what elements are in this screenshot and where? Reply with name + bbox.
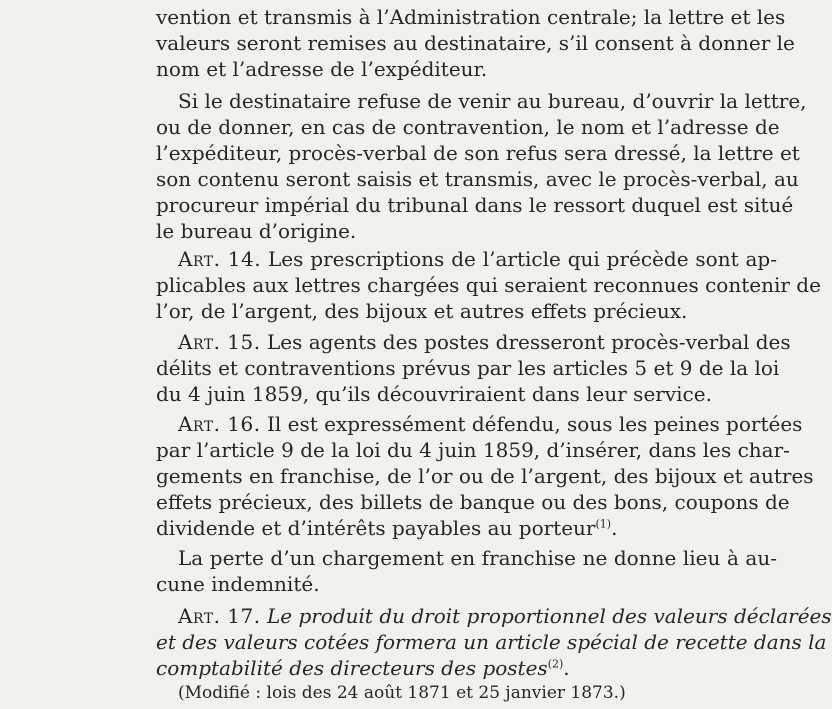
text-line-8: procureur impérial du tribunal dans le ressort duquel est situé [156, 193, 794, 217]
art15-text-1: Les agents des postes dresseront procès-verbal des [266, 330, 791, 354]
art14-text-1: Les prescriptions de l’article qui précède sont ap- [268, 247, 777, 271]
text-line-2: valeurs seront remises au destinataire, s’il consent à donner le [156, 31, 795, 55]
art17-line-1 [178, 603, 832, 629]
art17-period: . [563, 656, 570, 680]
art14-line-2: plicables aux lettres chargées qui seraient reconnues contenir de [156, 273, 821, 297]
perte-line-2: cune indemnité. [156, 572, 320, 596]
text-line-3: nom et l’adresse de l’expéditeur. [156, 57, 488, 81]
art17-text-1: Le produit du droit proportionnel des valeurs déclarées [266, 604, 832, 628]
art16-line-1 [178, 411, 803, 437]
art14-line-3: l’or, de l’argent, des bijoux et autres effets précieux. [156, 299, 688, 323]
art16-period: . [611, 516, 618, 540]
art15-label: Art. 15. [178, 330, 261, 354]
art16-line-4: effets précieux, des billets de banque ou des bons, coupons de [156, 490, 790, 514]
art17-text-3: comptabilité des directeurs des postes [156, 656, 548, 680]
art16-text-5: dividende et d’intérêts payables au porteur [156, 516, 596, 540]
art15-line-3: du 4 juin 1859, qu’ils découvriraient dans leur service. [156, 382, 712, 406]
text-line-6: l’expéditeur, procès-verbal de son refus sera dressé, la lettre et [156, 141, 800, 165]
art16-footnote-ref: (1) [595, 517, 612, 531]
text-line-1: vention et transmis à l’Administration centrale; la lettre et les [156, 5, 786, 29]
art17-footnote-ref: (2) [547, 657, 564, 671]
text-line-4: Si le destinataire refuse de venir au bureau, d’ouvrir la lettre, [178, 89, 807, 113]
text-line-7: son contenu seront saisis et transmis, avec le procès-verbal, au [156, 167, 799, 191]
art17-label: Art. 17. [178, 604, 261, 628]
modification-note: (Modifié : lois des 24 août 1871 et 25 janvier 1873.) [178, 683, 626, 703]
art14-line-1 [178, 246, 777, 272]
art16-line-2: par l’article 9 de la loi du 4 juin 1859, d’insérer, dans les char- [156, 438, 790, 462]
art14-label: Art. 14. [178, 247, 262, 271]
art17-line-2: et des valeurs cotées formera un article spécial de recette dans la [156, 630, 827, 654]
art16-line-5 [156, 515, 777, 541]
art15-line-1 [178, 329, 791, 355]
art16-label: Art. 16. [178, 412, 261, 436]
art16-line-3: gements en franchise, de l’or ou de l’argent, des bijoux et autres [156, 464, 814, 488]
text-line-5: ou de donner, en cas de contravention, le nom et l’adresse de [156, 115, 780, 139]
text-line-9: le bureau d’origine. [156, 219, 357, 243]
art15-line-2: délits et contraventions prévus par les articles 5 et 9 de la loi [156, 356, 780, 380]
art16-text-1: Il est expressément défendu, sous les peines portées [266, 412, 803, 436]
art17-line-3 [156, 655, 777, 681]
perte-line-1: La perte d’un chargement en franchise ne donne lieu à au- [178, 546, 777, 570]
